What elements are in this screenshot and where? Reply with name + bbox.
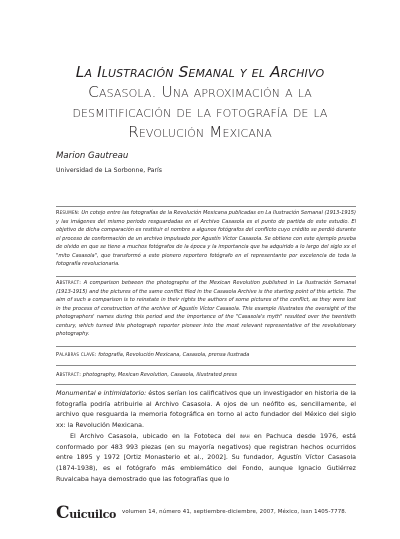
divider-body [56, 384, 356, 385]
body-paragraph-2-a: El Archivo Casasola, ubicado en la Fototeca del [70, 432, 240, 440]
abstract-spanish-label: Resumen: [56, 210, 80, 216]
title-line-1 [50, 62, 350, 82]
abstract-spanish [56, 209, 356, 269]
keywords-english-text: photography, Mexican Revolution, Casasola, illustrated press [82, 372, 238, 378]
abstract-english-text: A comparison between the photographs of the Mexican Revolution published in La Ilustración Semanal (1913-1915) and the pictures of the same conflict filed in the Casasola Archive is the starting point of this article. The aim of such a comparison is to reinstate in their rights the authors of some pictures of the conflict, as they were lost in the process of construction of the archive of Agustín Víctor Casasola. This example illustrates the oversight of the photographers' names during this period and the importance of the "Casasola's myth" resulted over the twentieth century, which turned this photograph reporter pioneer into the most relevant representative of the revolutionary photography. [56, 280, 357, 338]
abstract-english [56, 279, 356, 339]
body-paragraph-2 [56, 432, 356, 486]
author-name: Marion Gautreau [56, 151, 129, 161]
divider-abstract [56, 276, 356, 277]
body-inah: inah [239, 432, 250, 440]
keywords-english-label: Abstract: [56, 372, 82, 378]
title-line-2: Casasola. Una aproximación a la [88, 83, 312, 101]
divider-keywords [56, 346, 356, 347]
title-line-4: Revolución Mexicana [128, 123, 272, 141]
journal-citation: volumen 14, número 41, septiembre-diciembre, 2007, México, issn 1405-7778. [122, 509, 347, 515]
body-paragraph-1-lead: Monumental e intimidatorio: [56, 390, 147, 397]
author-affiliation: Universidad de La Sorbonne, París [56, 167, 162, 174]
page-footer [56, 503, 360, 523]
title-line-1-italic: La Ilustración Semanal y el Archivo [75, 63, 325, 81]
keywords-spanish [56, 351, 356, 360]
abstract-english-label: Abstract: [56, 280, 82, 286]
keywords-english [56, 371, 356, 380]
logo-initial: C [56, 503, 70, 523]
logo-rest: uicuilco [69, 508, 117, 521]
article-body [56, 389, 356, 485]
title-line-3: desmitificación de la fotografía de la [72, 103, 328, 121]
journal-logo [56, 503, 116, 523]
keywords-spanish-label: Palabras clave: [56, 352, 97, 358]
divider-keywords-en [56, 365, 356, 366]
divider-top [56, 206, 356, 207]
body-paragraph-1-text: éstos serían los calificativos que un investigador en historia de la fotografía podría atribuirle al Archivo Casasola. A ojos de un neófito es, sencillamente, el archivo que resguarda la memoria fotográfica en torno al acto fundador del México del siglo xx: la Revolución Mexicana. [56, 390, 356, 430]
keywords-spanish-text: fotografía, Revolución Mexicana, Casasola, prensa ilustrada [98, 352, 250, 358]
body-paragraph-2-b: en Pachuca desde 1976, está conformado por 483 993 piezas (en su mayoría negativos) que registran hechos ocurridos entre 1895 y 1972 [Ortiz Monasterio et al., 2002]. Su fundador, Agustín Víctor Casasola (1874-1938), es el fotógrafo más emblemático del Fondo, aunque Ignacio Gutiérrez Ruvalcaba haya demostrado que las fotografías que lo [56, 432, 356, 483]
abstract-spanish-text: Un cotejo entre las fotografías de la Revolución Mexicana publicadas en La Ilustración Semanal (1913-1915) y las imágenes del mismo periodo resguardadas en el Archivo Casasola es el punto de partida de este estudio. El objetivo de dicha comparación es restituir el nombre a algunos fotógrafos del conflicto cuyo crédito se perdió durante el proceso de conformación de un archivo impulsado por Agustín Víctor Casasola. Se obtiene con este ejemplo prueba de olvido en que se tiene a muchos fotógrafos de la época y la importancia que ha adquirido a lo largo del siglo xx el "mito Casasola", que transformó a este pionero reportero fotógrafo en el representante por excelencia de toda la fotografía revolucionaria. [56, 210, 356, 268]
article-title [50, 62, 350, 142]
body-paragraph-1 [56, 389, 356, 432]
